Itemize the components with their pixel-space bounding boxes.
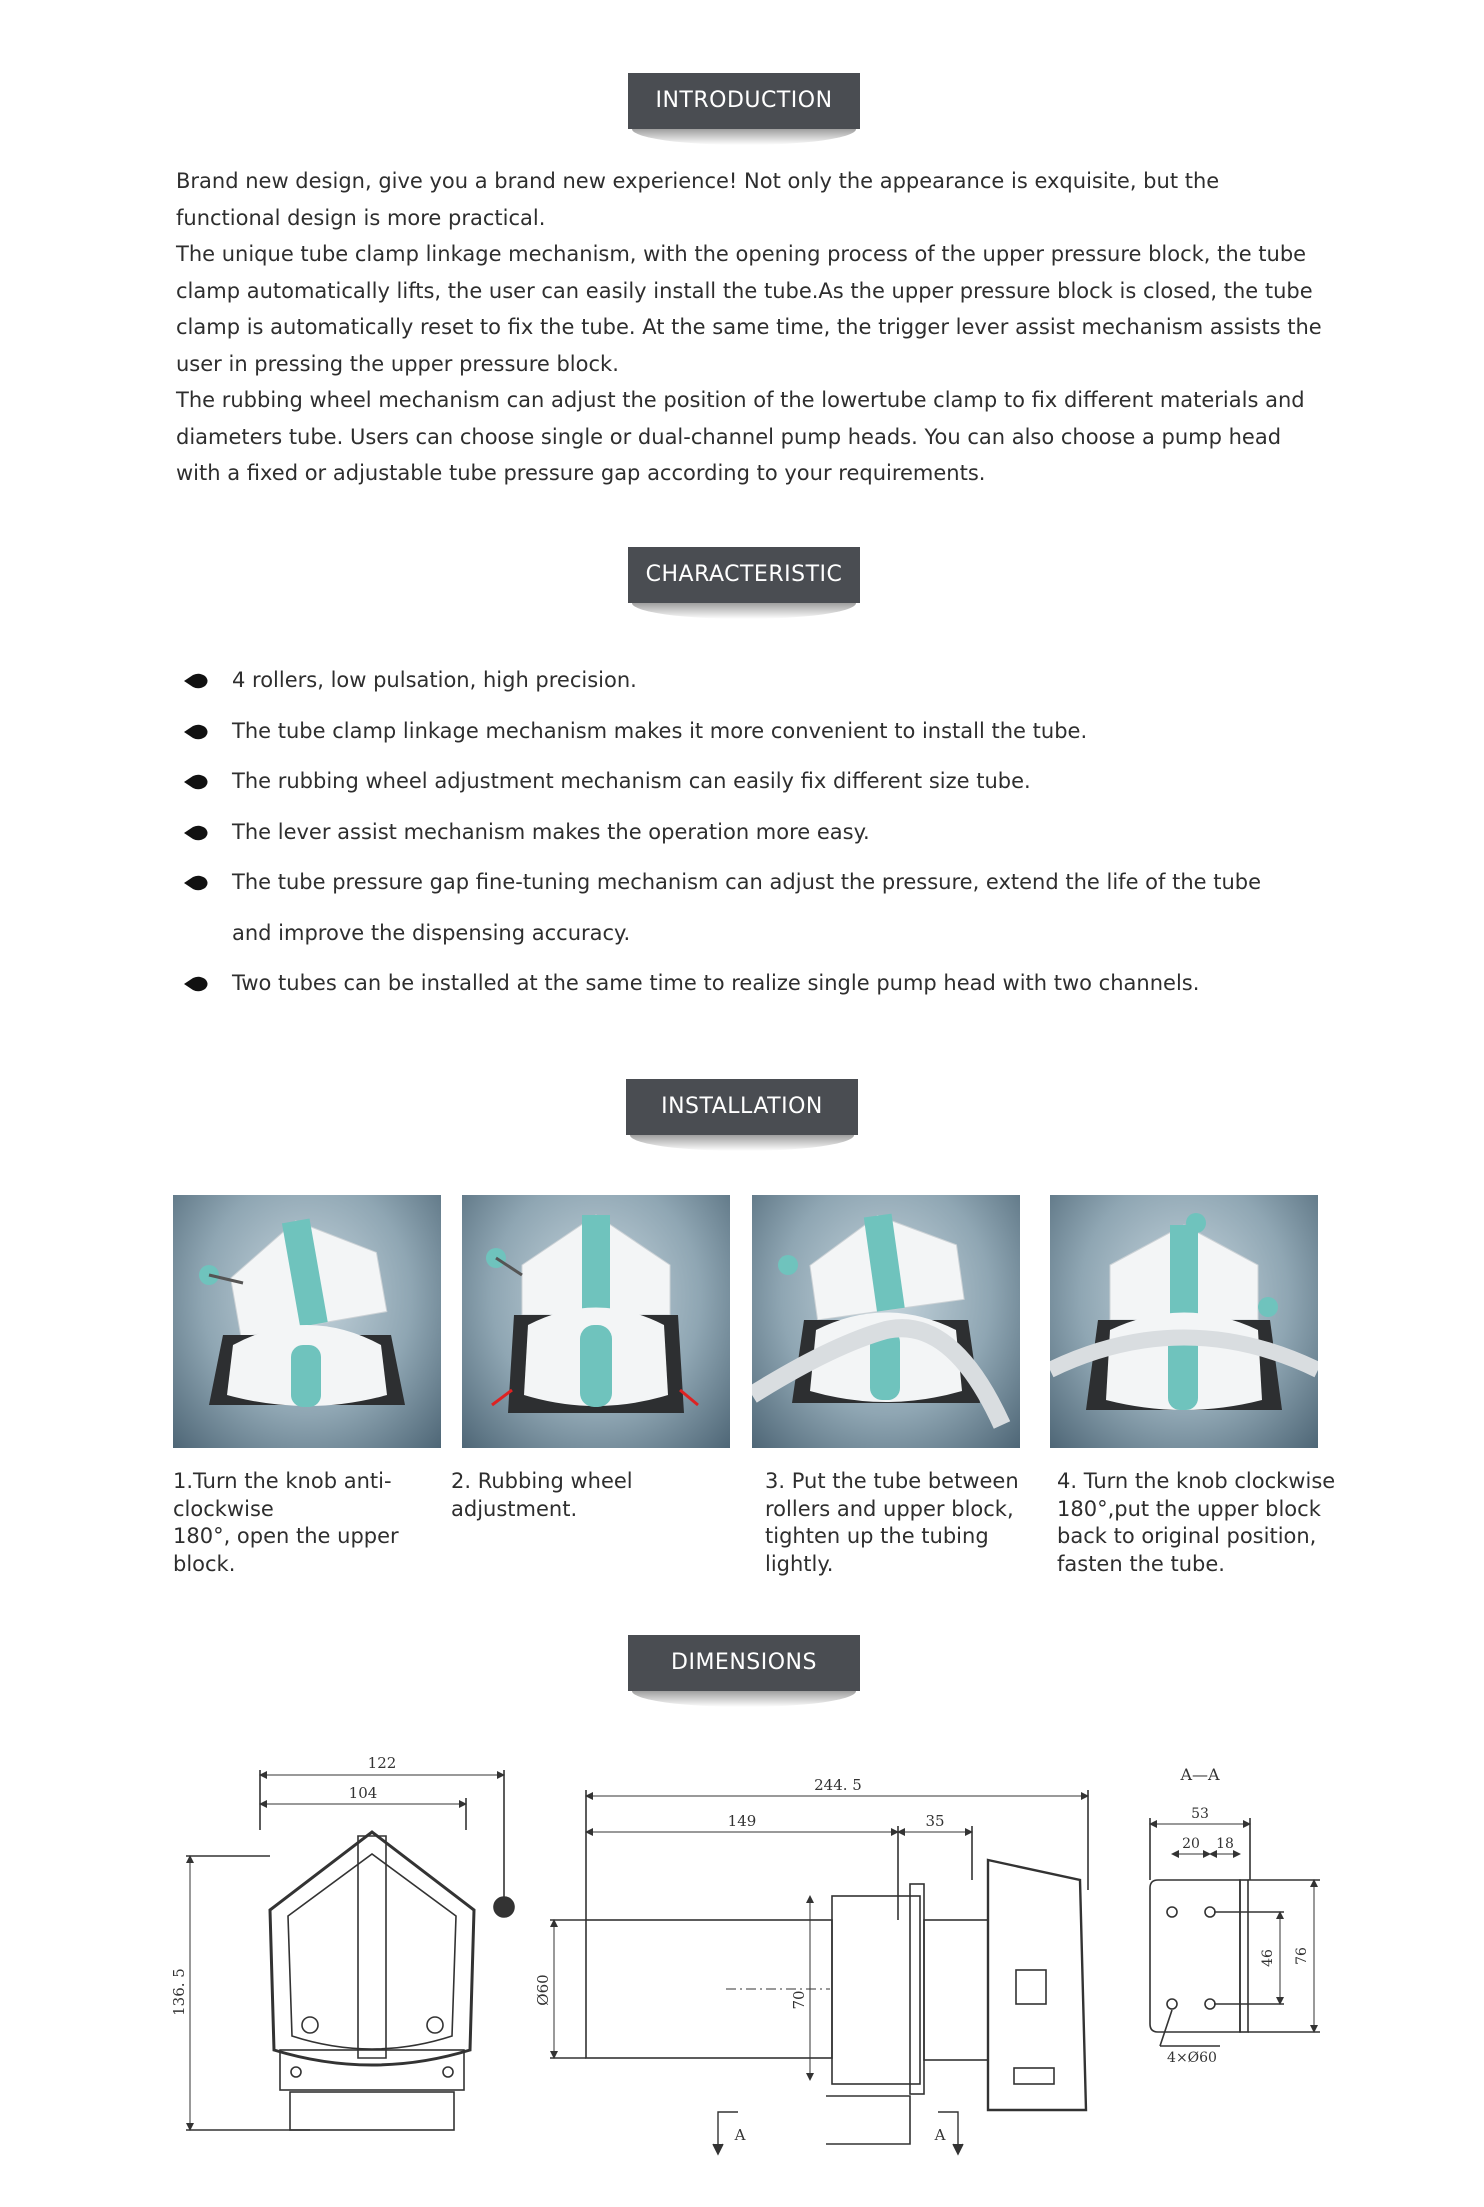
section-holes-label: 4×Ø60	[1167, 2050, 1217, 2066]
section-width-total-label: 53	[1191, 1806, 1209, 1822]
section-width-a-label: 20	[1182, 1836, 1200, 1852]
section-title-installation: INSTALLATION	[626, 1079, 858, 1135]
section-title-aa: A—A	[1180, 1765, 1220, 1784]
list-item	[178, 655, 1328, 706]
list-item	[178, 958, 1328, 1009]
bullet-icon	[184, 825, 210, 841]
characteristic-text: Two tubes can be installed at the same time to realize single pump head with two channels.	[232, 971, 1200, 995]
characteristic-text: The lever assist mechanism makes the operation more easy.	[232, 819, 870, 844]
list-item	[178, 706, 1328, 757]
side-height-label: 70	[790, 1990, 808, 2010]
characteristic-text: 4 rollers, low pulsation, high precision.	[232, 668, 637, 692]
bullet-icon	[184, 774, 210, 790]
front-view-drawing	[186, 1770, 514, 2130]
section-mark-left: A	[734, 2126, 746, 2144]
introduction-text	[176, 163, 1326, 492]
section-title-dimensions: DIMENSIONS	[628, 1635, 860, 1691]
intro-paragraph-2: The unique tube clamp linkage mechanism, with the opening process of the upper pressure block, the tube clamp automatically lifts, the user can easily install the tube.As the upper pressure block is closed, the tube clamp is automatically reset to fix the tube. At the same time, the trigger lever assist mechanism assists the user in pressing the upper pressure block.	[176, 242, 1322, 376]
side-diameter-label: Ø60	[534, 1974, 552, 2006]
side-length-total-label: 244. 5	[814, 1776, 862, 1794]
dimension-drawings	[150, 1720, 1350, 2160]
bullet-icon	[184, 673, 210, 689]
section-title-characteristic: CHARACTERISTIC	[628, 547, 860, 603]
intro-paragraph-3: The rubbing wheel mechanism can adjust the position of the lowertube clamp to fix different materials and diameters tube. Users can choose single or dual-channel pump heads. You can also choose a pump head with a fixed or adjustable tube pressure gap according to your requirements.	[176, 388, 1305, 485]
side-length-a-label: 149	[727, 1812, 757, 1830]
side-view-drawing	[550, 1790, 1088, 2144]
installation-caption-3: 3. Put the tube between rollers and upper block, tighten up the tubing lightly.	[765, 1469, 1019, 1576]
characteristic-text: The tube pressure gap fine-tuning mechanism can adjust the pressure, extend the life of the tube and improve the dispensing accuracy.	[232, 870, 1262, 945]
bullet-icon	[184, 724, 210, 740]
intro-paragraph-1: Brand new design, give you a brand new experience! Not only the appearance is exquisite, but the functional design is more practical.	[176, 169, 1220, 230]
section-title-introduction: INTRODUCTION	[628, 73, 860, 129]
section-width-b-label: 18	[1216, 1836, 1234, 1852]
installation-caption-1: 1.Turn the knob anti-clockwise 180°, open the upper block.	[173, 1469, 399, 1576]
characteristic-text: The rubbing wheel adjustment mechanism can easily fix different size tube.	[232, 769, 1031, 793]
characteristic-list	[178, 655, 1328, 1009]
front-width-inner-label: 104	[348, 1784, 378, 1802]
section-view-drawing	[1150, 1818, 1320, 2046]
characteristic-text: The tube clamp linkage mechanism makes it more convenient to install the tube.	[232, 718, 1088, 743]
installation-image-4	[1050, 1195, 1318, 1448]
installation-caption-2: 2. Rubbing wheel adjustment.	[451, 1469, 633, 1521]
side-length-b-label: 35	[925, 1812, 945, 1830]
front-height-label: 136. 5	[170, 1968, 188, 2016]
list-item	[178, 756, 1328, 807]
front-width-outer-label: 122	[367, 1754, 397, 1772]
bullet-icon	[184, 976, 210, 992]
section-arrows	[713, 2112, 963, 2154]
section-height-inner-label: 46	[1260, 1949, 1276, 1967]
installation-image-2	[462, 1195, 730, 1448]
list-item	[178, 807, 1328, 858]
section-height-outer-label: 76	[1294, 1947, 1310, 1965]
installation-image-1	[173, 1195, 441, 1448]
bullet-icon	[184, 875, 210, 891]
list-item	[178, 857, 1292, 958]
installation-caption-4: 4. Turn the knob clockwise 180°,put the upper block back to original position, fasten the tube.	[1057, 1469, 1336, 1576]
installation-image-3	[752, 1195, 1020, 1448]
section-mark-right: A	[934, 2126, 946, 2144]
